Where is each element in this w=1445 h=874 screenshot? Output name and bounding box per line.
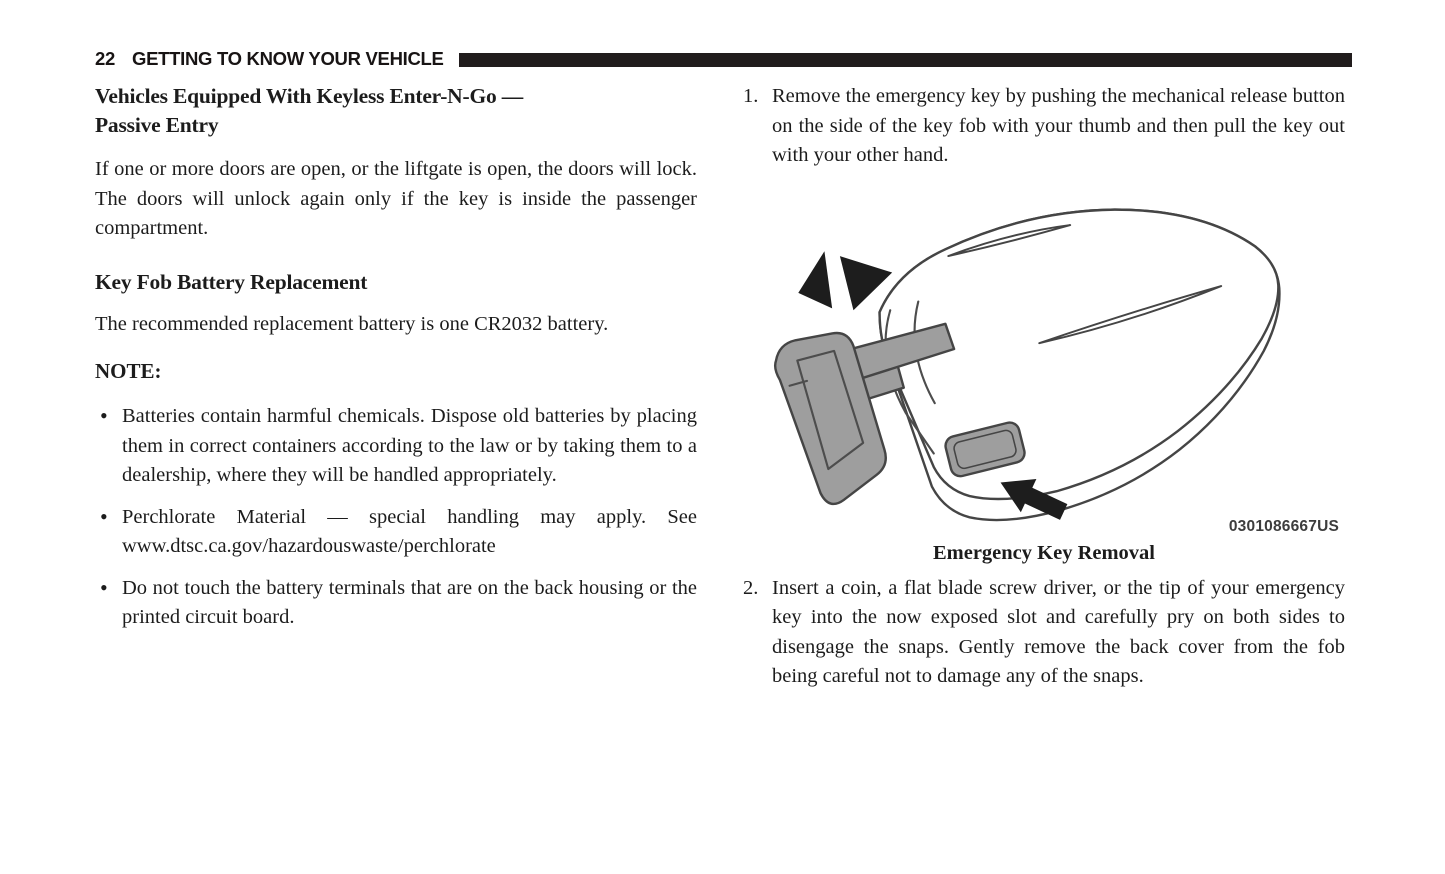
step-item-2 (743, 574, 1345, 692)
key-fob (880, 209, 1280, 519)
header-rule-bar (459, 53, 1352, 67)
left-column (95, 82, 697, 645)
section-heading-keyless (95, 82, 697, 140)
step-number: 1. (743, 85, 759, 107)
note-bullet-list (95, 402, 697, 633)
key-fob-illustration (747, 196, 1347, 530)
step-text: Insert a coin, a flat blade screw driver, or the tip of your emergency key into the now exposed slot and carefully pry on both sides to disengage the snaps. Gently remove the back cover from the fob being careful not to damage any of the snaps. (772, 576, 1345, 687)
figure-emergency-key-removal (743, 196, 1345, 565)
section-heading-line2: Passive Entry (95, 113, 219, 137)
page-header (95, 48, 1352, 70)
figure-reference-code: 0301086667US (1228, 517, 1339, 535)
bullet-item-terminals: • Do not touch the battery terminals that are on the back housing or the printed circuit board. (95, 574, 697, 633)
right-column (743, 82, 1345, 692)
bullet-item-perchlorate: • Perchlorate Material — special handling may apply. See www.dtsc.ca.gov/hazardouswaste/perchlorate (95, 503, 697, 562)
page-number: 22 (95, 48, 115, 69)
step-number: 2. (743, 576, 759, 599)
note-label: NOTE: (95, 359, 162, 383)
step-item-1 (743, 82, 1345, 171)
figure-caption: Emergency Key Removal (932, 541, 1156, 564)
bullet-item-chemicals: • Batteries contain harmful chemicals. Dispose old batteries by placing them in correct containers according to the law or by taking them to a dealership, where they will be handled appropriately. (95, 402, 697, 491)
paragraph-battery: The recommended replacement battery is one CR2032 battery. (95, 312, 609, 335)
paragraph-doors-lock: If one or more doors are open, or the liftgate is open, the doors will lock. The doors will unlock again only if the key is inside the passenger compartment. (95, 158, 697, 239)
pull-direction-arrows-icon (798, 251, 892, 310)
section-heading-line1: Vehicles Equipped With Keyless Enter-N-Go — (95, 84, 524, 108)
section-heading-battery: Key Fob Battery Replacement (95, 269, 368, 294)
step-text: Remove the emergency key by pushing the mechanical release button on the side of the key fob with your thumb and then pull the key out with your other hand. (772, 85, 1345, 166)
chapter-title: GETTING TO KNOW YOUR VEHICLE (131, 48, 444, 69)
